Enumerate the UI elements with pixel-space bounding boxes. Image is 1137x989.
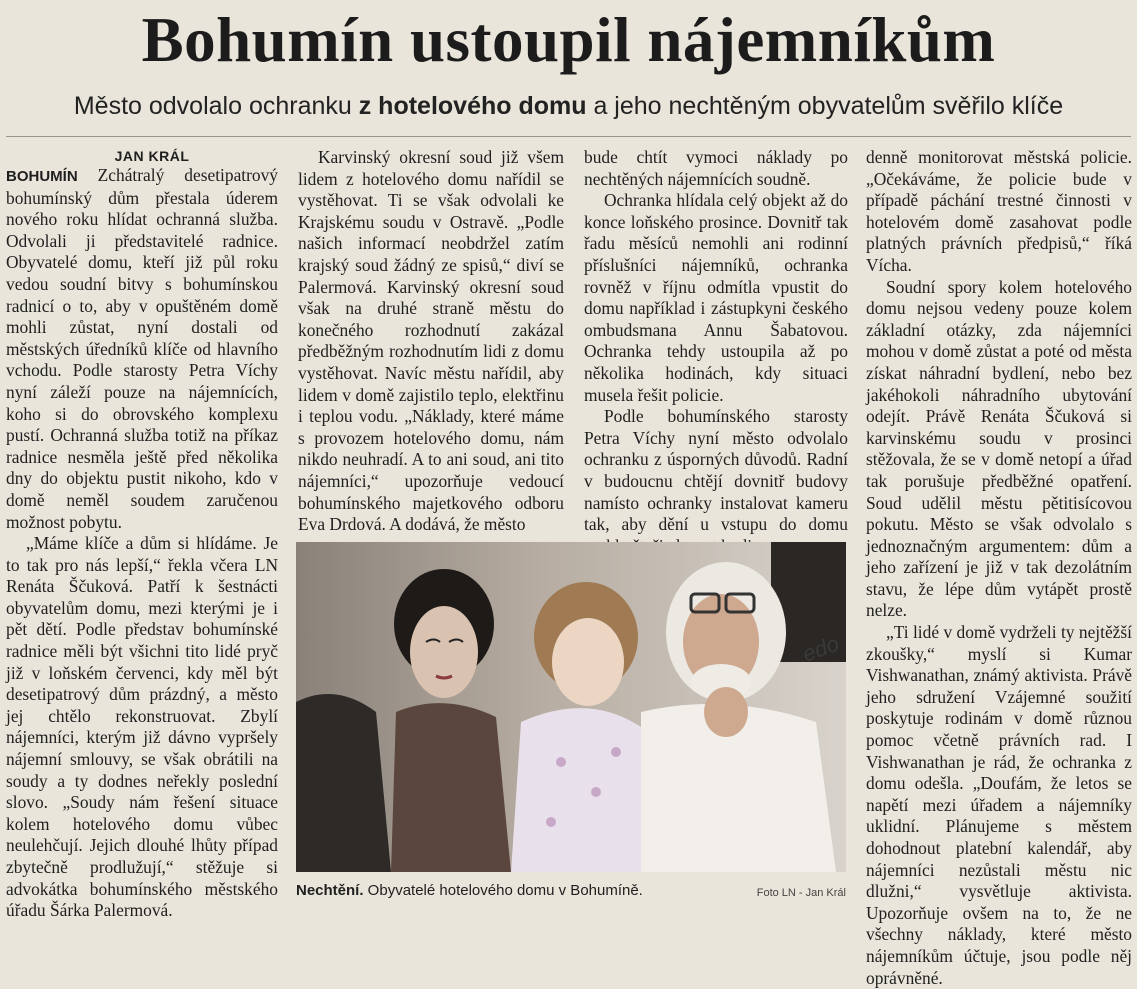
- shirt-text: edo: [799, 630, 843, 667]
- paragraph: „Máme klíče a dům si hlídáme. Je to tak pro nás lepší,“ řekla včera LN Renáta Ščuková. Patří k šestnácti obyvatelům domu, mezi kterými je i pět dětí. Podle představ bohumínské radnice měli být všichni tito lidé pryč již v loňském červenci, kdy měl být desetipatrový dům prázdný, a město jej chtělo rekonstruovat. Zbylí nájemníci, kterým již dávno vypršely nájemní smlouvy, se však obrátili na soudy a ty dodnes neřekly poslední slovo. „Soudy nám řešení situace kolem hotelového domu vůbec neulehčují. Jejich dlouhé lhůty případ zbytečně prodlužují,“ stěžuje si advokátka bohumínského městského úřadu Šárka Palermová.: [6, 533, 278, 921]
- news-photo: [296, 542, 846, 872]
- paragraph: Soudní spory kolem hotelového domu nejsou vedeny pouze kolem základní otázky, zda nájemníci mohou v domě zůstat a poté od města získat náhradní bydlení, nebo bez jakéhokoli náhradního ubytování odejít. Právě Renáta Ščuková si karvinskému soudu v prosinci stěžovala, že se v domě netopí a úřad tak porušuje předběžné opatření. Soud udělil městu pětitisícovou pokutu. Město se však odvolalo s jednoznačným argumentem: dům a jeho zařízení je již v tak dezolátním stavu, že lépe dům vytápět prostě nelze.: [866, 276, 1132, 621]
- caption-lead: Nechtění.: [296, 882, 364, 899]
- article-column-1: [6, 147, 278, 922]
- subtitle-part: a jeho nechtěným obyvatelům svěřilo klíče: [586, 92, 1064, 120]
- paragraph: Ochranka hlídala celý objekt až do konce loňského prosince. Dovnitř tak řadu měsíců nemohli ani rodinní příslušníci nájemníků, ochranka rovněž v říjnu odmítla vpustit do domu například i zástupkyni českého ombudsmana Annu Šabatovou. Ochranka tehdy ustoupila až po několika hodinách, kdy situaci musela řešit policie.: [584, 190, 848, 405]
- byline: JAN KRÁL: [114, 148, 190, 164]
- paragraph: Karvinský okresní soud již všem lidem z hotelového domu nařídil se vystěhovat. Ti se však odvolali ke Krajskému soudu v Ostravě. „Podle našich informací neobdržel zatím krajský soud žádný ze spisů,“ diví se Palermová. Karvinský okresní soud však na druhé straně městu do konečného rozhodnutí zakázal předběžným rozhodnutím lidi z domu vystěhovat. Navíc městu nařídil, aby lidem v domě zajistilo teplo, elektřinu i teplou vodu. „Náklady, které máme s provozem hotelového domu, nám nikdo neuhradí. A to ani soud, ani tito nájemníci,“ upozorňuje vedoucí bohumínského majetkového odboru Eva Drdová. A dodává, že město: [298, 147, 564, 535]
- dateline: BOHUMÍN: [6, 168, 78, 185]
- article-column-4: [866, 147, 1132, 989]
- photo-illustration: [296, 542, 846, 872]
- paragraph: bude chtít vymoci náklady po nechtěných nájemnících soudně.: [584, 147, 848, 189]
- paragraph: [6, 165, 278, 533]
- photo-credit: Foto LN - Jan Král: [756, 887, 846, 899]
- divider: [6, 136, 1131, 137]
- photo-caption: [296, 880, 846, 902]
- paragraph: „Ti lidé v domě vydrželi ty nejtěžší zkoušky,“ myslí si Kumar Vishwanathan, známý aktivista. Právě jeho sdružení Vzájemné soužití poskytuje rodinám v domě různou pomoc včetně právních rad. I Vishwanathan je rád, že ochranka z domu odešla. „Doufám, že letos se napětí mezi úřadem a nájemníky uklidní. Plánujeme s městem dohodnout platební kalendář, aby nájemníci nezůstali městu nic dlužni,“ vysvětluje aktivista. Upozorňuje ovšem na to, že ne všechny náklady, které město nájemníkům účtuje, jsou podle něj oprávněné.: [866, 622, 1132, 988]
- subtitle-bold: z hotelového domu: [358, 92, 587, 120]
- headline: Bohumín ustoupil nájemníkům: [141, 5, 996, 75]
- subtitle: [0, 88, 1137, 124]
- article-column-2: [298, 147, 564, 536]
- subtitle-part: Město odvolalo ochranku: [73, 92, 359, 120]
- article-column-3: [584, 147, 848, 557]
- paragraph-text: Zchátralý desetipatrový bohumínský dům přestala úderem nového roku hlídat ochranná služba. Odvolali ji představitelé radnice. Obyvatelé domu, kteří již půl roku vedou soudní bitvy s bohumínskou radnicí o to, aby v opuštěném domě mohli zůstat, nyní dostali od městských úředníků klíče od hlavního vchodu. Podle starosty Petra Víchy nyní záleží pouze na nájemnících, koho si do obrovského komplexu pustí. Ochranná služba totiž na příkaz radnice nesměla ještě před několika dny do objektu pustit nikoho, kdo v domě neměl soudem zaručenou možnost pobytu.: [6, 165, 278, 532]
- paragraph: Podle bohumínského starosty Petra Víchy nyní město odvolalo ochranku z úsporných důvodů. Radní v budoucnu chtějí dovnitř budovy namísto ochranky instalovat kameru tak, aby dění u vstupu do domu: [584, 406, 848, 535]
- caption-text: Obyvatelé hotelového domu v Bohumíně.: [363, 882, 643, 899]
- paragraph: denně monitorovat městská policie. „Očekáváme, že policie bude v případě páchání trestné činnosti v hotelovém domě zasahovat podle platných právních předpisů,“ říká Vícha.: [866, 147, 1132, 275]
